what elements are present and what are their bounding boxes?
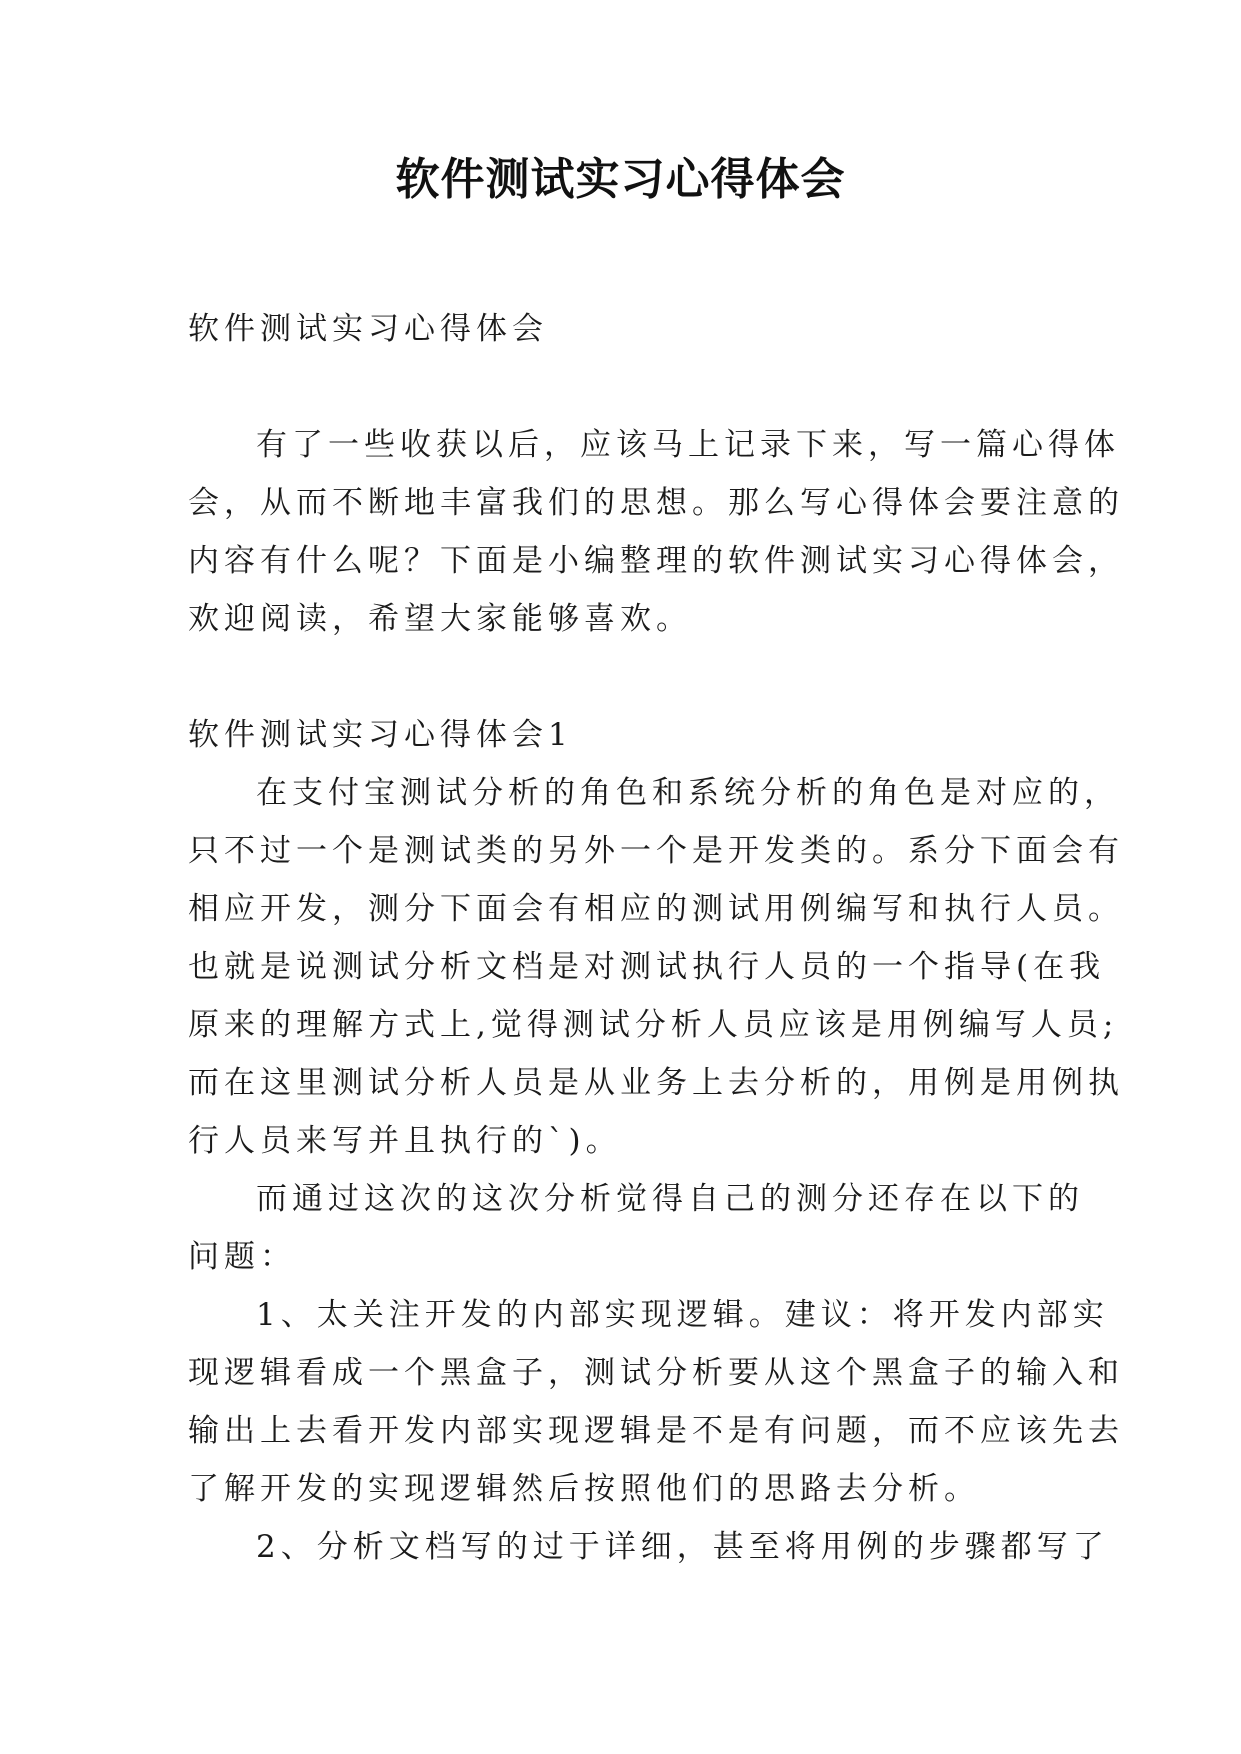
document-title: 软件测试实习心得体会 [395, 154, 846, 205]
spacer [188, 358, 1056, 416]
spacer [188, 648, 1056, 706]
list-item-line: 现逻辑看成一个黑盒子，测试分析要从这个黑盒子的输入和 [188, 1355, 1124, 1391]
intro-line: 欢迎阅读，希望大家能够喜欢。 [188, 601, 692, 637]
document-body [188, 300, 1124, 1576]
list-item-line: 了解开发的实现逻辑然后按照他们的思路去分析。 [188, 1471, 980, 1507]
paragraph-line: 而通过这次的这次分析觉得自己的测分还存在以下的 [256, 1181, 1084, 1217]
paragraph-line: 也就是说测试分析文档是对测试执行人员的一个指导(在我 [188, 949, 1106, 985]
paragraph-line: 相应开发，测分下面会有相应的测试用例编写和执行人员。 [188, 891, 1124, 927]
paragraph-line: 原来的理解方式上,觉得测试分析人员应该是用例编写人员; [188, 1007, 1119, 1043]
paragraph-line: 只不过一个是测试类的另外一个是开发类的。系分下面会有 [188, 833, 1124, 869]
list-item-line: 2、分析文档写的过于详细，甚至将用例的步骤都写了 [256, 1529, 1109, 1565]
intro-line: 内容有什么呢？下面是小编整理的软件测试实习心得体会， [188, 543, 1124, 579]
list-item-line: 输出上去看开发内部实现逻辑是不是有问题，而不应该先去 [188, 1413, 1124, 1449]
list-item-line: 1、太关注开发的内部实现逻辑。建议：将开发内部实 [256, 1297, 1109, 1333]
section-heading: 软件测试实习心得体会1 [188, 717, 573, 753]
intro-line: 会，从而不断地丰富我们的思想。那么写心得体会要注意的 [188, 485, 1124, 521]
paragraph-line: 而在这里测试分析人员是从业务上去分析的，用例是用例执 [188, 1065, 1124, 1101]
paragraph-line: 在支付宝测试分析的角色和系统分析的角色是对应的， [256, 775, 1120, 811]
paragraph-line: 问题： [188, 1239, 296, 1275]
paragraph-line: 行人员来写并且执行的`)。 [188, 1123, 622, 1159]
subtitle-line: 软件测试实习心得体会 [188, 311, 548, 347]
intro-line: 有了一些收获以后，应该马上记录下来，写一篇心得体 [256, 427, 1120, 463]
